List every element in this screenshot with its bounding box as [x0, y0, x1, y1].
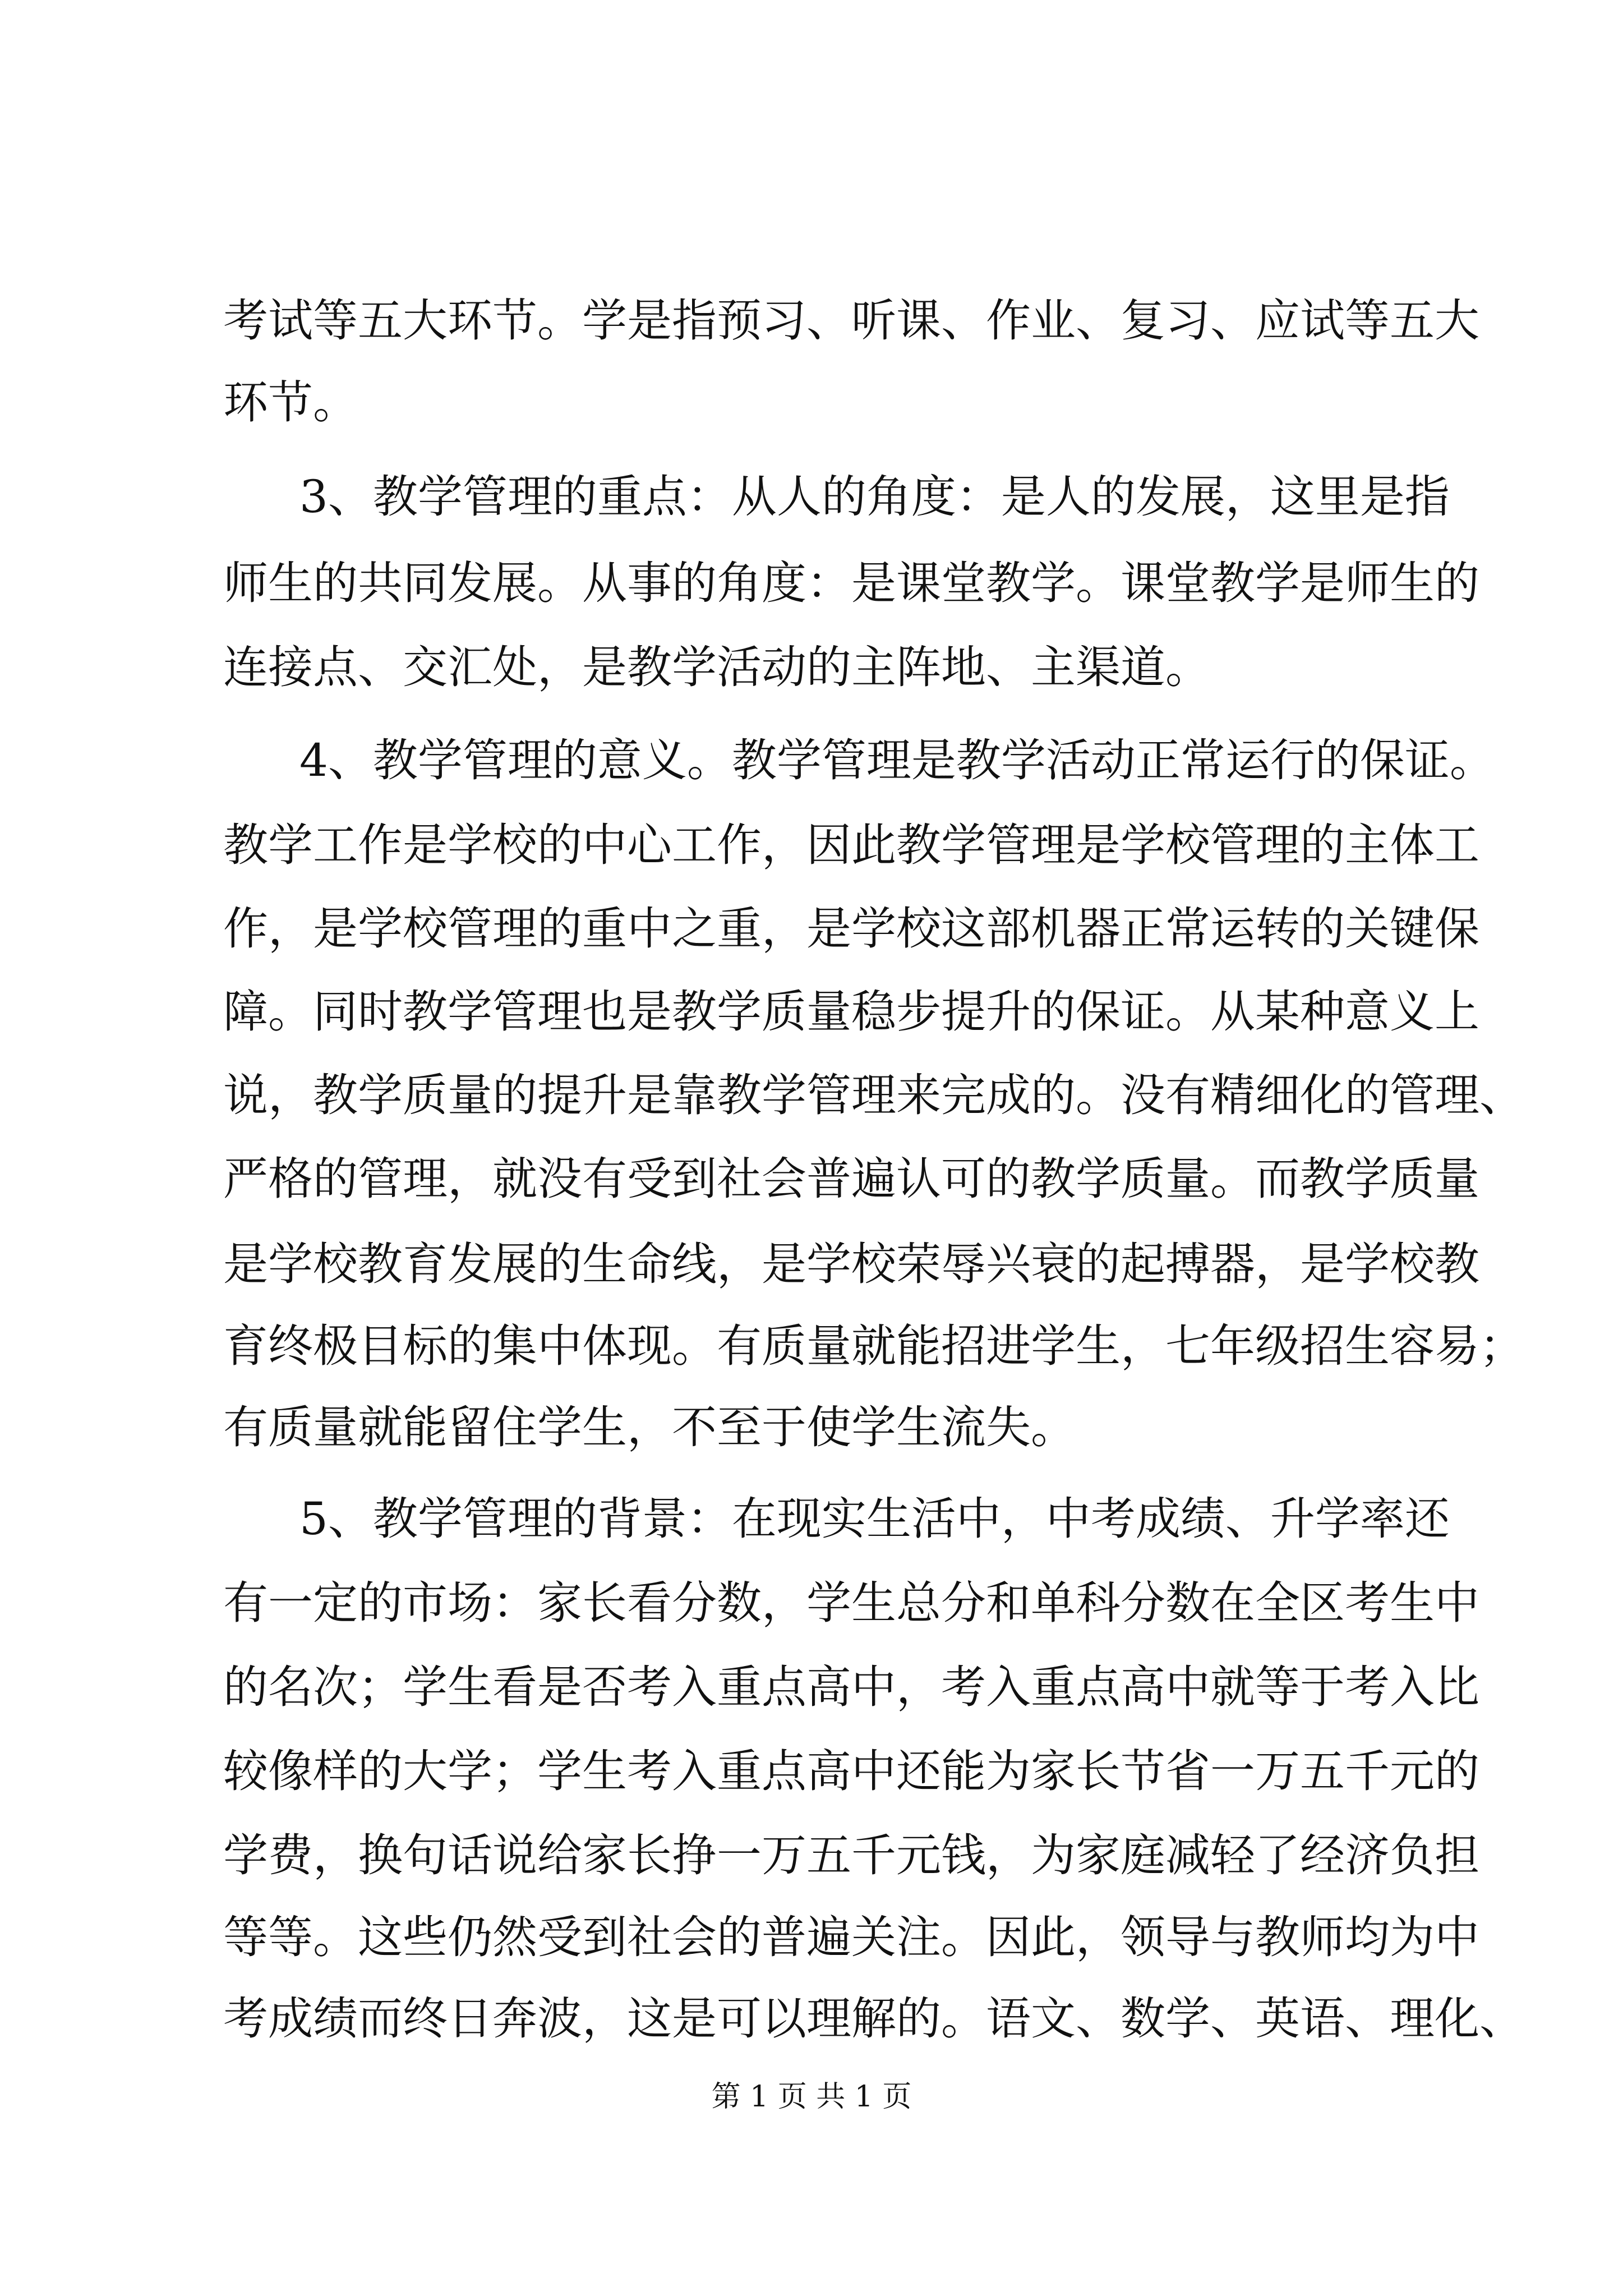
- text-line-15: 5、教学管理的背景：在现实生活中，中考成绩、升学率还: [299, 1493, 1450, 1545]
- text-line-14: 有质量就能留住学生，不至于使学生流失。: [223, 1401, 1076, 1453]
- text-line-8: 作，是学校管理的重中之重，是学校这部机器正常运转的关键保: [223, 903, 1479, 955]
- text-line-20: 等等。这些仍然受到社会的普遍关注。因此，领导与教师均为中: [223, 1911, 1479, 1963]
- text-line-19: 学费，换句话说给家长挣一万五千元钱，为家庭减轻了经济负担: [223, 1829, 1479, 1881]
- text-line-11: 严格的管理，就没有受到社会普遍认可的教学质量。而教学质量: [223, 1153, 1479, 1205]
- text-line-12: 是学校教育发展的生命线，是学校荣辱兴衰的起搏器，是学校教: [223, 1238, 1479, 1290]
- text-line-21: 考成绩而终日奔波，这是可以理解的。语文、数学、英语、理化、: [223, 1993, 1524, 2045]
- text-line-16: 有一定的市场：家长看分数，学生总分和单科分数在全区考生中: [223, 1577, 1479, 1629]
- text-line-17: 的名次；学生看是否考入重点高中，考入重点高中就等于考入比: [223, 1661, 1479, 1713]
- text-line-10: 说，教学质量的提升是靠教学管理来完成的。没有精细化的管理、: [223, 1069, 1524, 1121]
- text-line-3: 3、教学管理的重点：从人的角度：是人的发展，这里是指: [299, 471, 1450, 523]
- text-line-5: 连接点、交汇处，是教学活动的主阵地、主渠道。: [223, 641, 1210, 693]
- page-footer: 第 1 页 共 1 页: [711, 2080, 912, 2114]
- text-line-4: 师生的共同发展。从事的角度：是课堂教学。课堂教学是师生的: [223, 557, 1479, 609]
- text-line-1: 考试等五大环节。学是指预习、听课、作业、复习、应试等五大: [223, 295, 1479, 347]
- text-line-2: 环节。: [223, 376, 358, 429]
- text-line-13: 育终极目标的集中体现。有质量就能招进学生，七年级招生容易；: [223, 1320, 1524, 1372]
- text-line-6: 4、教学管理的意义。教学管理是教学活动正常运行的保证。: [299, 734, 1495, 786]
- text-line-18: 较像样的大学；学生考入重点高中还能为家长节省一万五千元的: [223, 1745, 1479, 1797]
- text-line-7: 教学工作是学校的中心工作，因此教学管理是学校管理的主体工: [223, 819, 1479, 871]
- text-line-9: 障。同时教学管理也是教学质量稳步提升的保证。从某种意义上: [223, 986, 1479, 1038]
